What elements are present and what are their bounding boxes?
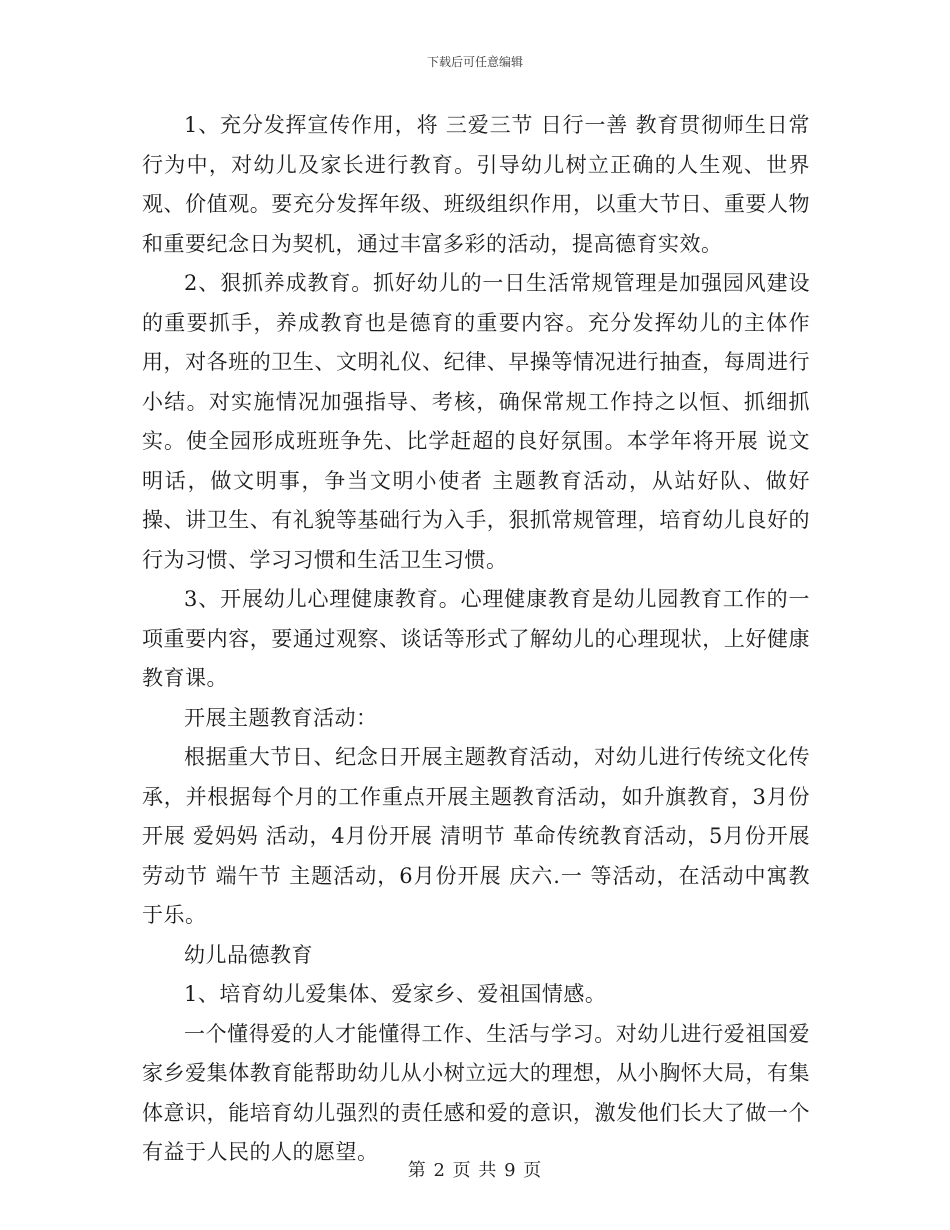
paragraph-3: 3、开展幼儿心理健康教育。心理健康教育是幼儿园教育工作的一项重要内容，要通过观察、谈话等形式了解幼儿的心理现状，上好健康教育课。 bbox=[142, 587, 810, 690]
document-body bbox=[142, 106, 810, 1173]
paragraph-1: 1、充分发挥宣传作用，将 三爱三节 日行一善 教育贯彻师生日常行为中，对幼儿及家长进行教育。引导幼儿树立正确的人生观、世界观、价值观。要充分发挥年级、班级组织作用，以重大节日、重要人物和重要纪念日为契机，通过丰富多彩的活动，提高德育实效。 bbox=[142, 113, 810, 256]
paragraph-4: 根据重大节日、纪念日开展主题教育活动，对幼儿进行传统文化传承，并根据每个月的工作重点开展主题教育活动，如升旗教育，3月份开展 爱妈妈 活动，4月份开展 清明节 革命传统教育活动，5月份开展 劳动节 端午节 主题活动，6月份开展 庆六.一 等活动，在活动中寓教于乐。 bbox=[142, 745, 810, 927]
paragraph-2: 2、狠抓养成教育。抓好幼儿的一日生活常规管理是加强园风建设的重要抓手，养成教育也是德育的重要内容。充分发挥幼儿的主体作用，对各班的卫生、文明礼仪、纪律、早操等情况进行抽查，每周进行小结。对实施情况加强指导、考核，确保常规工作持之以恒、抓细抓实。使全园形成班班争先、比学赶超的良好氛围。本学年将开展 说文明话，做文明事，争当文明小使者 主题教育活动，从站好队、做好操、讲卫生、有礼貌等基础行为入手，狠抓常规管理，培育幼儿良好的行为习惯、学习习惯和生活卫生习惯。 bbox=[142, 271, 810, 572]
paragraph-6: 一个懂得爱的人才能懂得工作、生活与学习。对幼儿进行爱祖国爱家乡爱集体教育能帮助幼儿从小树立远大的理想，从小胸怀大局，有集体意识，能培育幼儿强烈的责任感和爱的意识，激发他们长大了做一个有益于人民的人的愿望。 bbox=[142, 1021, 810, 1164]
header-note: 下载后可任意编辑 bbox=[426, 55, 523, 69]
section-heading-moral-education: 幼儿品德教育 bbox=[184, 942, 313, 967]
section-heading-theme-activities: 开展主题教育活动： bbox=[184, 705, 378, 730]
page-number: 第 2 页 共 9 页 bbox=[407, 1160, 543, 1181]
paragraph-5: 1、培育幼儿爱集体、爱家乡、爱祖国情感。 bbox=[184, 982, 607, 1006]
